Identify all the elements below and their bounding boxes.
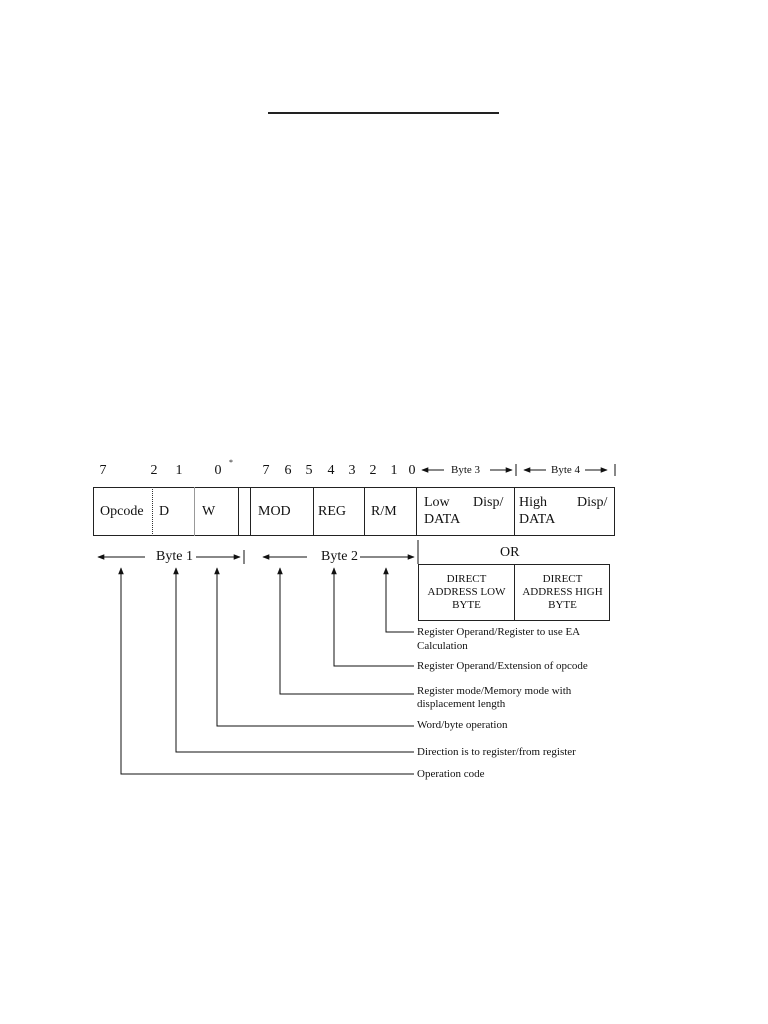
field-low-disp: Disp/ — [473, 495, 504, 510]
field-reg: REG — [318, 504, 346, 519]
desc-reg: Register Operand/Extension of opcode — [417, 660, 588, 672]
field-low-data: DATA — [424, 512, 461, 527]
direct-address-high-line: BYTE — [548, 599, 577, 611]
field-w: W — [202, 504, 216, 519]
field-d: D — [159, 504, 170, 519]
desc-w: Word/byte operation — [417, 719, 508, 731]
d-connector — [176, 568, 414, 752]
or-label: OR — [500, 545, 520, 560]
bit-number: 0 — [408, 463, 416, 478]
bit-marker: * — [229, 458, 233, 467]
bit-number: 1 — [390, 463, 398, 478]
w-connector — [217, 568, 414, 726]
desc-opcode: Operation code — [417, 768, 485, 780]
bit-number: 2 — [369, 463, 377, 478]
field-opcode: Opcode — [100, 504, 144, 519]
direct-address-low-line: ADDRESS LOW — [427, 586, 506, 598]
field-low: Low — [424, 495, 450, 510]
byte4-header: Byte 4 — [551, 464, 581, 476]
bit-number: 1 — [175, 463, 183, 478]
mod-connector — [280, 568, 414, 694]
bit-number: 2 — [150, 463, 158, 478]
field-high-disp: Disp/ — [577, 495, 608, 510]
reg-connector — [334, 568, 414, 666]
direct-address-low-line: BYTE — [452, 599, 481, 611]
byte3-header: Byte 3 — [451, 464, 481, 476]
bit-number: 3 — [348, 463, 356, 478]
field-high: High — [519, 495, 547, 510]
field-mod: MOD — [258, 504, 291, 519]
byte1-label: Byte 1 — [156, 549, 193, 564]
field-rm: R/M — [371, 504, 397, 519]
opcode-connector — [121, 568, 414, 774]
bit-number: 7 — [99, 463, 107, 478]
direct-address-high-line: DIRECT — [542, 573, 583, 585]
bit-number: 6 — [284, 463, 292, 478]
bit-number: 7 — [262, 463, 270, 478]
desc-rm-line2: Calculation — [417, 640, 468, 652]
direct-address-high-line: ADDRESS HIGH — [522, 586, 603, 598]
bit-number: 0 — [214, 463, 222, 478]
direct-address-low-line: DIRECT — [446, 573, 487, 585]
rm-connector — [386, 568, 414, 632]
byte2-label: Byte 2 — [321, 549, 358, 564]
desc-d: Direction is to register/from register — [417, 746, 576, 758]
field-high-data: DATA — [519, 512, 556, 527]
bit-number: 5 — [305, 463, 313, 478]
desc-mod-line1: Register mode/Memory mode with — [417, 685, 572, 697]
bit-number: 4 — [327, 463, 335, 478]
desc-rm-line1: Register Operand/Register to use EA — [417, 626, 581, 638]
desc-mod-line2: displacement length — [417, 698, 506, 710]
